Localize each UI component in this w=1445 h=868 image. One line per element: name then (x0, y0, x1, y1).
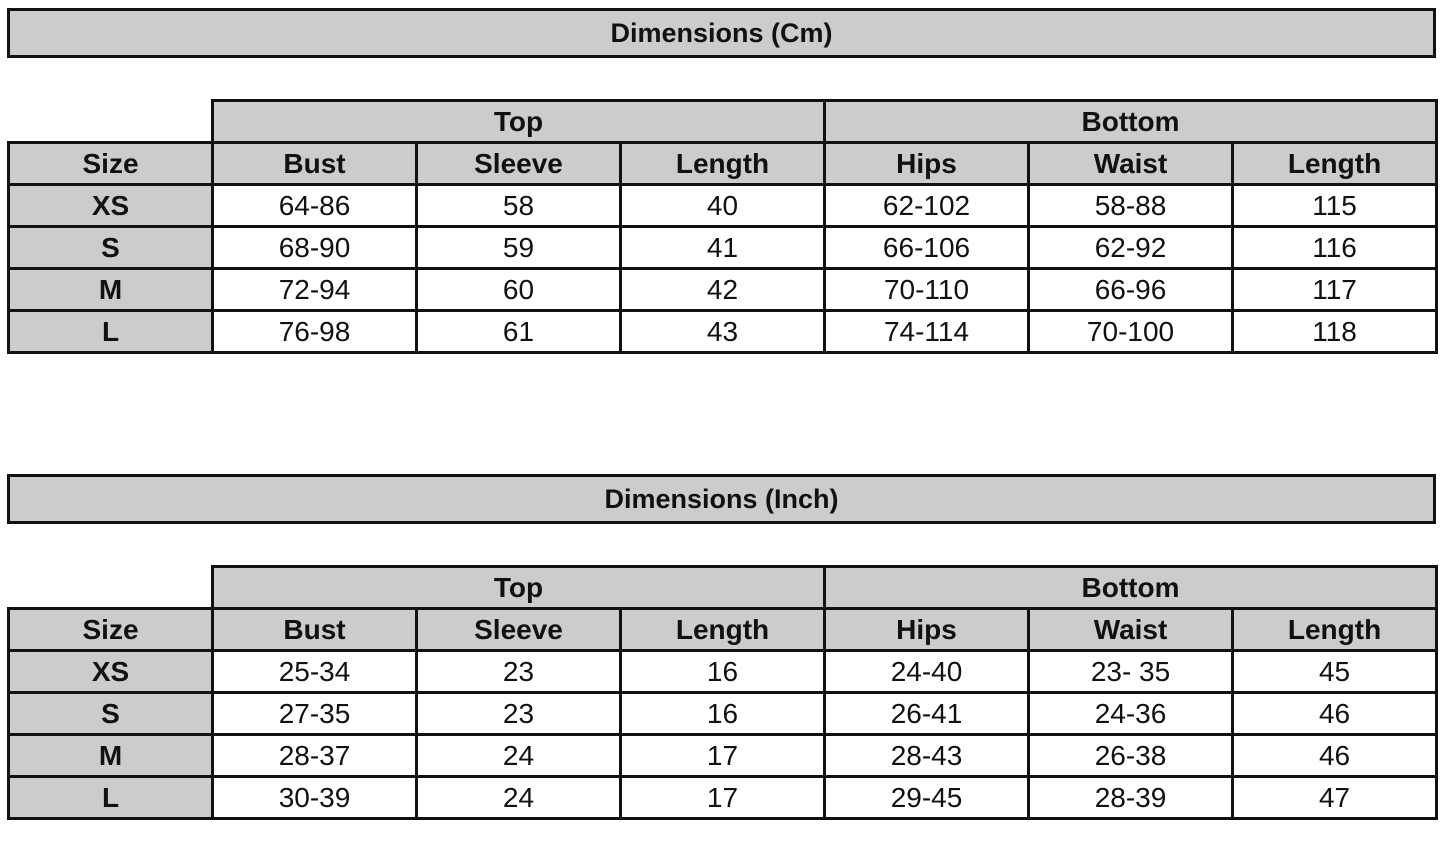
bust-cell: 30-39 (213, 777, 417, 819)
column-header-top-length: Length (621, 143, 825, 185)
top-length-cell: 17 (621, 777, 825, 819)
inch-table-title: Dimensions (Inch) (7, 474, 1436, 524)
hips-cell: 24-40 (825, 651, 1029, 693)
waist-cell: 66-96 (1029, 269, 1233, 311)
column-header-row (9, 609, 1437, 651)
sleeve-cell: 23 (417, 693, 621, 735)
bust-cell: 68-90 (213, 227, 417, 269)
waist-cell: 26-38 (1029, 735, 1233, 777)
top-length-cell: 43 (621, 311, 825, 353)
bottom-length-cell: 118 (1233, 311, 1437, 353)
waist-cell: 70-100 (1029, 311, 1233, 353)
bust-cell: 28-37 (213, 735, 417, 777)
sleeve-cell: 60 (417, 269, 621, 311)
top-length-cell: 42 (621, 269, 825, 311)
waist-cell: 62-92 (1029, 227, 1233, 269)
size-label-cell: M (9, 269, 213, 311)
bottom-length-cell: 117 (1233, 269, 1437, 311)
group-header-row (9, 101, 1437, 143)
bust-cell: 72-94 (213, 269, 417, 311)
hips-cell: 74-114 (825, 311, 1029, 353)
inch-size-table (7, 565, 1438, 820)
bottom-length-cell: 45 (1233, 651, 1437, 693)
size-label-cell: XS (9, 651, 213, 693)
sleeve-cell: 23 (417, 651, 621, 693)
group-header-bottom: Bottom (825, 101, 1437, 143)
table-row (9, 735, 1437, 777)
bust-cell: 25-34 (213, 651, 417, 693)
table-row (9, 693, 1437, 735)
column-header-bust: Bust (213, 143, 417, 185)
waist-cell: 23- 35 (1029, 651, 1233, 693)
hips-cell: 70-110 (825, 269, 1029, 311)
size-label-cell: XS (9, 185, 213, 227)
column-header-hips: Hips (825, 143, 1029, 185)
hips-cell: 26-41 (825, 693, 1029, 735)
column-header-bottom-length: Length (1233, 143, 1437, 185)
hips-cell: 66-106 (825, 227, 1029, 269)
table-row (9, 185, 1437, 227)
table-row (9, 269, 1437, 311)
bust-cell: 64-86 (213, 185, 417, 227)
column-header-waist: Waist (1029, 143, 1233, 185)
column-header-waist: Waist (1029, 609, 1233, 651)
bust-cell: 27-35 (213, 693, 417, 735)
bottom-length-cell: 116 (1233, 227, 1437, 269)
sleeve-cell: 24 (417, 777, 621, 819)
bust-cell: 76-98 (213, 311, 417, 353)
column-header-hips: Hips (825, 609, 1029, 651)
hips-cell: 29-45 (825, 777, 1029, 819)
column-header-top-length: Length (621, 609, 825, 651)
blank-corner-cell (9, 101, 213, 143)
waist-cell: 24-36 (1029, 693, 1233, 735)
top-length-cell: 16 (621, 651, 825, 693)
size-label-cell: L (9, 311, 213, 353)
bottom-length-cell: 47 (1233, 777, 1437, 819)
top-length-cell: 40 (621, 185, 825, 227)
top-length-cell: 16 (621, 693, 825, 735)
sleeve-cell: 59 (417, 227, 621, 269)
waist-cell: 28-39 (1029, 777, 1233, 819)
group-header-top: Top (213, 101, 825, 143)
cm-size-table (7, 99, 1438, 354)
sleeve-cell: 58 (417, 185, 621, 227)
size-label-cell: S (9, 227, 213, 269)
hips-cell: 28-43 (825, 735, 1029, 777)
size-label-cell: M (9, 735, 213, 777)
group-header-bottom: Bottom (825, 567, 1437, 609)
column-header-sleeve: Sleeve (417, 143, 621, 185)
size-label-cell: S (9, 693, 213, 735)
table-row (9, 311, 1437, 353)
sleeve-cell: 24 (417, 735, 621, 777)
waist-cell: 58-88 (1029, 185, 1233, 227)
table-row (9, 227, 1437, 269)
table-row (9, 777, 1437, 819)
bottom-length-cell: 46 (1233, 735, 1437, 777)
bottom-length-cell: 115 (1233, 185, 1437, 227)
table-row (9, 651, 1437, 693)
blank-corner-cell (9, 567, 213, 609)
column-header-sleeve: Sleeve (417, 609, 621, 651)
column-header-size: Size (9, 609, 213, 651)
column-header-bottom-length: Length (1233, 609, 1437, 651)
top-length-cell: 41 (621, 227, 825, 269)
group-header-row (9, 567, 1437, 609)
bottom-length-cell: 46 (1233, 693, 1437, 735)
column-header-bust: Bust (213, 609, 417, 651)
size-label-cell: L (9, 777, 213, 819)
hips-cell: 62-102 (825, 185, 1029, 227)
column-header-row (9, 143, 1437, 185)
group-header-top: Top (213, 567, 825, 609)
cm-table-title: Dimensions (Cm) (7, 8, 1436, 58)
column-header-size: Size (9, 143, 213, 185)
sleeve-cell: 61 (417, 311, 621, 353)
top-length-cell: 17 (621, 735, 825, 777)
